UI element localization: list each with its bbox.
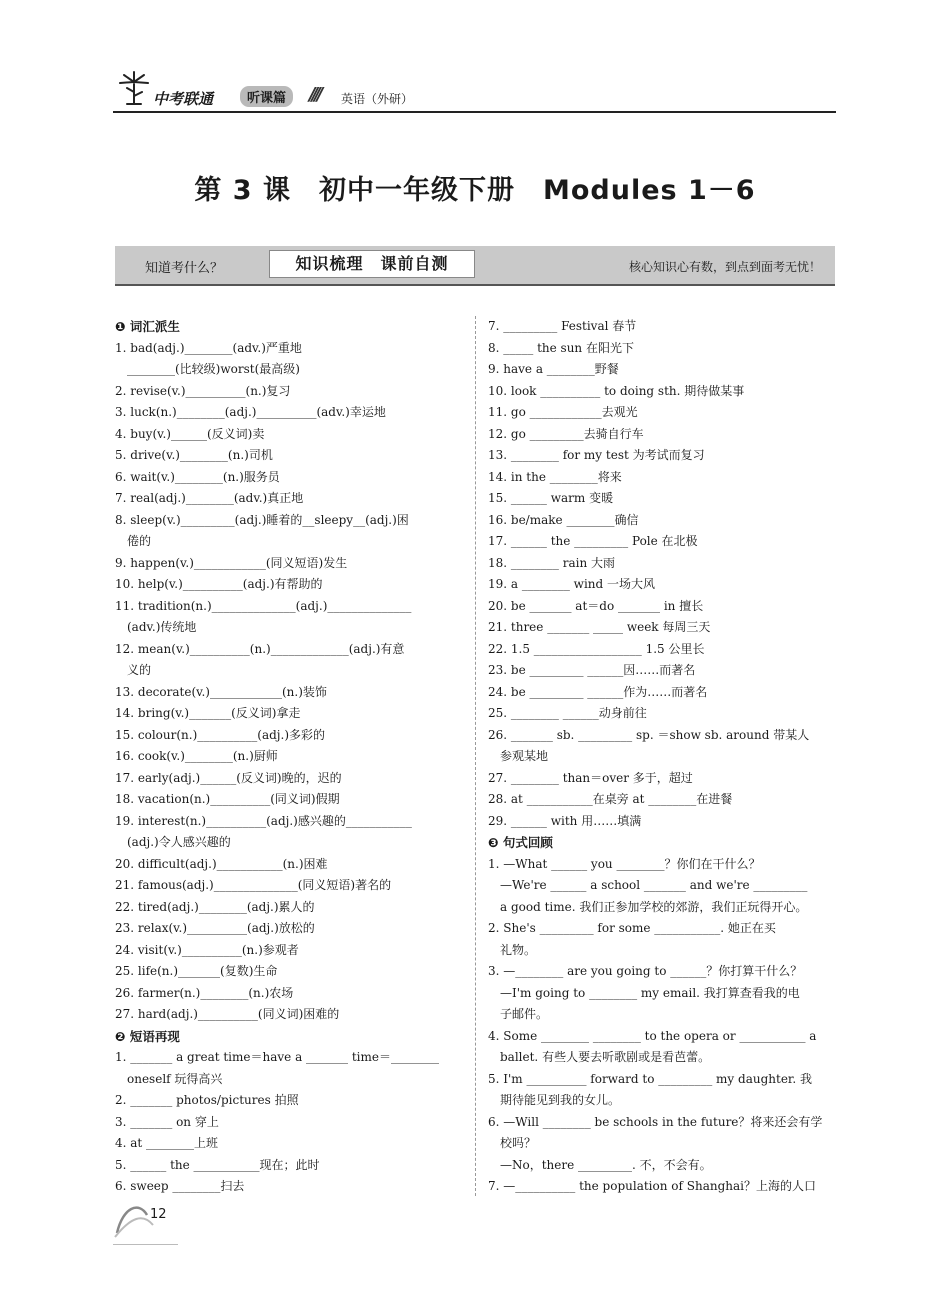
exercise-line: 28. at ___________在桌旁 at ________在进餐 (488, 792, 733, 806)
header-rule (113, 111, 836, 113)
exercise-line: 21. famous(adj.)______________(同义短语)著名的 (115, 878, 392, 892)
exercise-line: 7. real(adj.)________(adv.)真正地 (115, 491, 304, 505)
sun-tree-logo-icon (115, 68, 153, 108)
exercise-line: 24. visit(v.)__________(n.)参观者 (115, 942, 299, 957)
exercise-line: ________(比较级)worst(最高级) (127, 362, 300, 376)
exercise-line: 16. be/make ________确信 (488, 512, 639, 527)
exercise-line: oneself 玩得高兴 (127, 1071, 223, 1086)
exercise-line: 25. life(n.)_______(复数)生命 (115, 964, 278, 978)
exercise-line: 8. _____ the sun 在阳光下 (488, 340, 634, 355)
exercise-line: 8. sleep(v.)_________(adj.)睡着的__sleepy__(adj.)困 (115, 512, 409, 527)
exercise-line: 义的 (127, 663, 152, 677)
exercise-line: 3. luck(n.)________(adj.)__________(adv.)幸运地 (115, 405, 386, 419)
exercise-line: 4. at ________上班 (115, 1136, 219, 1150)
page-number: 12 (150, 1207, 167, 1222)
exercise-line: 5. I'm __________ forward to _________ my daughter. 我 (488, 1071, 812, 1086)
slash-decoration: //// (309, 84, 320, 105)
section-heading: ❷ 短语再现 (115, 1028, 180, 1044)
banner-center-title: 知识梳理 课前自测 (269, 250, 475, 278)
exercise-line: 2. _______ photos/pictures 拍照 (115, 1093, 299, 1107)
exercise-line: 21. three _______ _____ week 每周三天 (488, 620, 711, 634)
exercise-line: 12. go _________去骑自行车 (488, 426, 644, 441)
exercise-line: a good time. 我们正参加学校的郊游，我们正玩得开心。 (500, 899, 808, 914)
exercise-line: 19. interest(n.)__________(adj.)感兴趣的___________ (115, 813, 412, 828)
exercise-line: 13. decorate(v.)____________(n.)装饰 (115, 684, 327, 699)
exercise-line: 26. _______ sb. _________ sp. ＝show sb. around 带某人 (488, 727, 810, 742)
exercise-line: 17. ______ the _________ Pole 在北极 (488, 534, 698, 548)
exercise-line: 6. —Will ________ be schools in the future？将来还会有学 (488, 1114, 823, 1129)
exercise-line: 24. be _________ ______作为……而著名 (488, 684, 708, 699)
exercise-line: 1. —What ______ you ________？你们在干什么？ (488, 856, 761, 871)
exercise-line: 9. have a ________野餐 (488, 362, 619, 376)
exercise-line: 5. ______ the ___________现在；此时 (115, 1157, 320, 1172)
exercise-line: 7. _________ Festival 春节 (488, 319, 637, 333)
page-title: 第 3 课 初中一年级下册 Modules 1－6 (194, 175, 756, 206)
exercise-line: 23. relax(v.)__________(adj.)放松的 (115, 921, 315, 935)
exercise-line: 2. She's _________ for some ___________. 她正在买 (488, 921, 776, 935)
exercise-line: 25. ________ ______动身前往 (488, 706, 647, 720)
page-header (113, 68, 836, 113)
exercise-line: —I'm going to ________ my email. 我打算查看我的电 (500, 985, 800, 1000)
right-column (488, 316, 836, 1198)
exercise-line: 22. tired(adj.)________(adj.)累人的 (115, 899, 315, 914)
exercise-line: —No，there _________. 不，不会有。 (500, 1157, 712, 1172)
exercise-line: 4. buy(v.)______(反义词)卖 (115, 426, 265, 441)
exercise-line: 20. be _______ at＝do _______ in 擅长 (488, 598, 704, 613)
exercise-line: ballet. 有些人要去听歌剧或是看芭蕾。 (500, 1050, 711, 1064)
footer-rule (113, 1244, 178, 1245)
exercise-line: 6. sweep ________扫去 (115, 1179, 245, 1193)
exercise-line: 15. colour(n.)__________(adj.)多彩的 (115, 727, 326, 742)
exercise-line: 13. ________ for my test 为考试而复习 (488, 448, 705, 462)
exercise-line: 9. happen(v.)____________(同义短语)发生 (115, 555, 348, 570)
exercise-line: 22. 1.5 __________________ 1.5 公里长 (488, 641, 705, 656)
exercise-line: 26. farmer(n.)________(n.)农场 (115, 985, 294, 1000)
exercise-line: 27. ________ than＝over 多于，超过 (488, 770, 693, 785)
exercise-line: 12. mean(v.)__________(n.)_____________(adj.)有意 (115, 641, 405, 656)
exercise-line: 18. vacation(n.)__________(同义词)假期 (115, 792, 340, 806)
exercise-line: 27. hard(adj.)__________(同义词)困难的 (115, 1007, 340, 1021)
exercise-line: 4. Some ________ ________ to the opera or ___________ a (488, 1028, 817, 1043)
brand-name: 中考联通 (153, 90, 214, 108)
exercise-line: 18. ________ rain 大雨 (488, 555, 615, 570)
exercise-line: 7. —__________ the population of Shanghai？上海的人口 (488, 1179, 816, 1193)
exercise-line: 10. look __________ to doing sth. 期待做某事 (488, 383, 745, 398)
subject-label: 英语（外研） (341, 92, 414, 106)
exercise-line: 期待能见到我的女儿。 (500, 1093, 621, 1107)
banner-left-text: 知道考什么？ (145, 261, 224, 276)
exercise-line: 19. a ________ wind 一场大风 (488, 577, 656, 591)
left-column (115, 316, 463, 1198)
banner-right-text: 核心知识心有数，到点到面考无忧！ (628, 260, 821, 274)
exercise-line: 14. in the ________将来 (488, 469, 622, 484)
exercise-line: 3. —________ are you going to ______？你打算干什么？ (488, 964, 803, 978)
exercise-line: (adv.)传统地 (127, 620, 197, 634)
exercise-line: 1. _______ a great time＝have a _______ time＝________ (115, 1050, 440, 1064)
exercise-line: 倦的 (127, 534, 152, 548)
exercise-line: 23. be _________ ______因……而著名 (488, 663, 696, 677)
exercise-line: 5. drive(v.)________(n.)司机 (115, 448, 273, 462)
exercise-line: 10. help(v.)__________(adj.)有帮助的 (115, 577, 323, 591)
exercise-line: 14. bring(v.)_______(反义词)拿走 (115, 706, 301, 720)
exercise-line: 11. tradition(n.)______________(adj.)______________ (115, 598, 412, 613)
exercise-line: 参观某地 (500, 749, 549, 763)
section-heading: ❶ 词汇派生 (115, 319, 180, 334)
series-label: 听课篇 (240, 86, 293, 107)
exercise-line: 15. ______ warm 变暖 (488, 491, 614, 505)
exercise-line: 3. _______ on 穿上 (115, 1114, 219, 1129)
exercise-line: 校吗？ (500, 1136, 537, 1150)
exercise-line: 11. go ____________去观光 (488, 405, 638, 419)
exercise-line: 20. difficult(adj.)___________(n.)困难 (115, 856, 328, 871)
exercise-line: 29. ______ with 用……填满 (488, 813, 642, 828)
exercise-line: 1. bad(adj.)________(adv.)严重地 (115, 340, 302, 355)
exercise-line: 礼物。 (500, 942, 537, 957)
exercise-line: 子邮件。 (500, 1007, 549, 1021)
exercise-line: 16. cook(v.)________(n.)厨师 (115, 749, 278, 763)
exercise-line: (adj.)令人感兴趣的 (127, 835, 231, 849)
exercise-line: 6. wait(v.)________(n.)服务员 (115, 469, 280, 484)
section-heading: ❸ 句式回顾 (488, 835, 553, 850)
section-banner (115, 246, 835, 286)
exercise-line: —We're ______ a school _______ and we're _________ (500, 878, 808, 892)
column-divider (475, 316, 476, 1196)
footer-swoosh-icon (113, 1195, 178, 1245)
exercise-line: 17. early(adj.)______(反义词)晚的，迟的 (115, 770, 342, 785)
exercise-line: 2. revise(v.)__________(n.)复习 (115, 383, 291, 398)
